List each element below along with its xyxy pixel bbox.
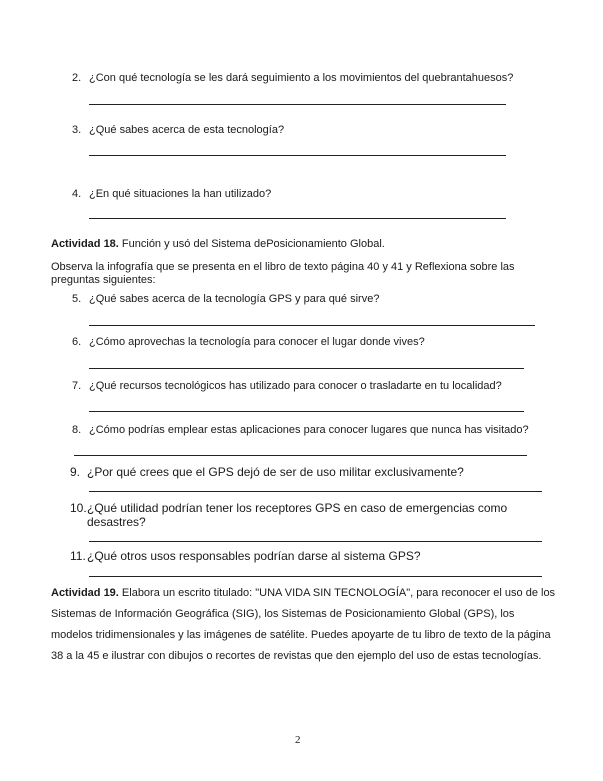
question-number: 8. (72, 424, 82, 436)
question-text: ¿Qué recursos tecnológicos has utilizado para conocer o trasladarte en tu localidad? (89, 380, 502, 392)
page-number: 2 (295, 734, 301, 746)
question-number: 9. (70, 465, 81, 479)
question-number: 11. (70, 549, 86, 563)
activity-19-title: Actividad 19. (51, 587, 119, 599)
question-text: ¿Qué utilidad podrían tener los receptores GPS en caso de emergencias como desastres? (87, 501, 508, 529)
question-number: 2. (72, 72, 82, 84)
activity-18-instructions: Observa la infografía que se presenta en el libro de texto página 40 y 41 y Reflexiona sobre las preguntas siguientes: (51, 261, 515, 286)
question-text: ¿Con qué tecnología se les dará seguimiento a los movimientos del quebrantahuesos? (89, 72, 514, 84)
question-number: 5. (72, 293, 82, 305)
answer-line-9[interactable] (89, 491, 542, 492)
question-number: 4. (72, 188, 82, 200)
answer-line-4[interactable] (89, 218, 506, 219)
question-text: ¿Qué otros usos responsables podrían darse al sistema GPS? (87, 549, 421, 563)
question-text: ¿Cómo podrías emplear estas aplicaciones para conocer lugares que nunca has visitado? (89, 424, 529, 436)
question-text: ¿Por qué crees que el GPS dejó de ser de uso militar exclusivamente? (87, 465, 464, 479)
answer-line-8[interactable] (74, 455, 527, 456)
question-text: ¿En qué situaciones la han utilizado? (89, 188, 272, 200)
answer-line-3[interactable] (89, 155, 506, 156)
activity-18-heading (51, 238, 556, 251)
answer-line-10[interactable] (89, 541, 542, 542)
answer-line-7[interactable] (89, 411, 524, 412)
question-text: ¿Qué sabes acerca de esta tecnología? (89, 124, 285, 136)
activity-18-title: Actividad 18. (51, 238, 119, 250)
activity-19-body: Elabora un escrito titulado: "UNA VIDA SIN TECNOLOGÍA", para reconocer el uso de los Sistemas de Información Geográfica (SIG), los Sistemas de Posicionamiento Global (GPS), los modelos tridimensionales y las imágenes de satélite. Puedes apoyarte de tu libro de texto de la página 38 a la 45 e ilustrar con dibujos o recortes de revistas que den ejemplo del uso de estas tecnologías. (51, 587, 556, 662)
answer-line-2[interactable] (89, 104, 506, 105)
answer-line-11[interactable] (89, 576, 542, 577)
answer-line-6[interactable] (89, 368, 524, 369)
question-number: 6. (72, 336, 82, 348)
question-number: 7. (72, 380, 82, 392)
answer-line-5[interactable] (89, 325, 535, 326)
question-number: 3. (72, 124, 82, 136)
question-text: ¿Qué sabes acerca de la tecnología GPS y para qué sirve? (89, 293, 380, 305)
activity-19-paragraph (51, 583, 556, 667)
question-text: ¿Cómo aprovechas la tecnología para conocer el lugar donde vives? (89, 336, 425, 348)
activity-18-heading-text: Función y usó del Sistema dePosicionamiento Global. (118, 238, 385, 250)
question-number: 10. (70, 501, 87, 515)
